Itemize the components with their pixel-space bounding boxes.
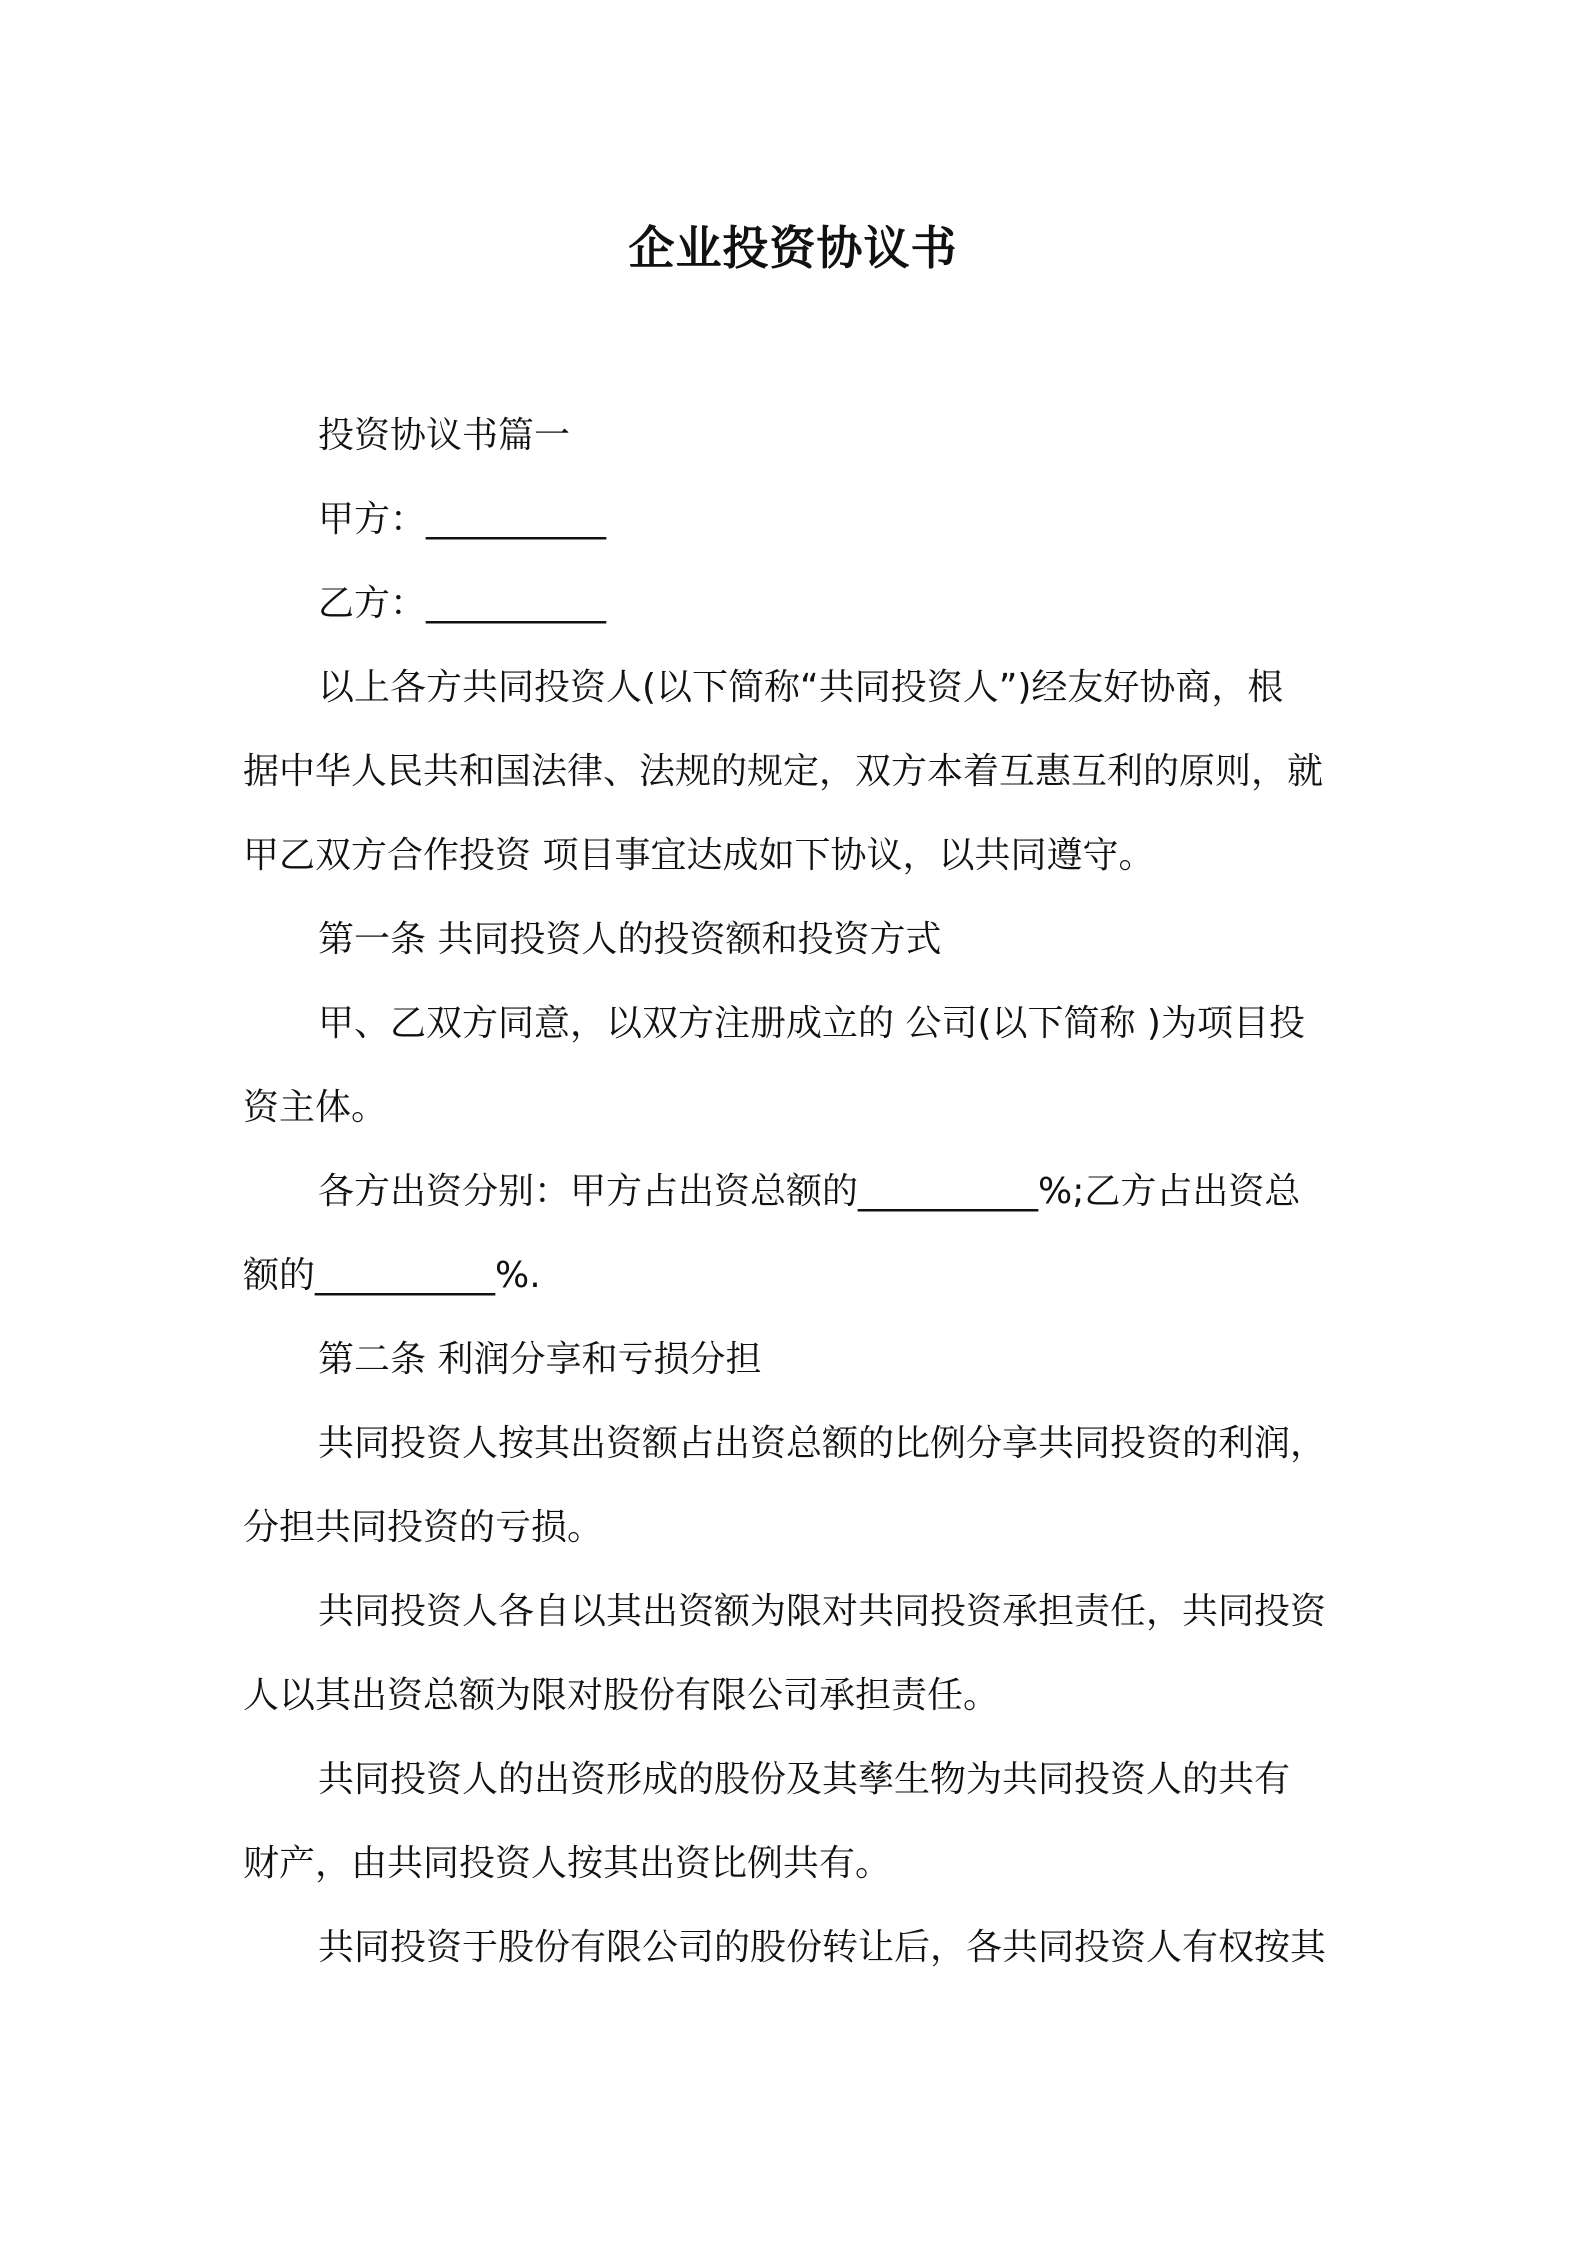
paragraph-line: 甲、乙双方同意，以双方注册成立的 公司(以下简称 )为项目投 xyxy=(318,1003,1305,1044)
paragraph-line: 以上各方共同投资人(以下简称“共同投资人”)经友好协商，根 xyxy=(318,667,1284,708)
paragraph-line: 共同投资人各自以其出资额为限对共同投资承担责任，共同投资 xyxy=(318,1591,1327,1632)
article-heading-2: 第二条 利润分享和亏损分担 xyxy=(318,1339,762,1380)
paragraph-line: 额的__________%. xyxy=(243,1255,541,1296)
section-heading-part-one: 投资协议书篇一 xyxy=(318,415,571,456)
party-a-line: 甲方：__________ xyxy=(318,499,607,540)
paragraph-line: 各方出资分别：甲方占出资总额的__________%;乙方占出资总 xyxy=(318,1171,1301,1212)
paragraph-line: 共同投资人按其出资额占出资总额的比例分享共同投资的利润， xyxy=(318,1423,1327,1464)
paragraph-line: 共同投资于股份有限公司的股份转让后，各共同投资人有权按其 xyxy=(318,1927,1327,1968)
paragraph-line: 据中华人民共和国法律、法规的规定，双方本着互惠互利的原则，就 xyxy=(243,751,1324,792)
paragraph-line: 分担共同投资的亏损。 xyxy=(243,1507,604,1548)
paragraph-line: 共同投资人的出资形成的股份及其孳生物为共同投资人的共有 xyxy=(318,1759,1291,1800)
paragraph-line: 人以其出资总额为限对股份有限公司承担责任。 xyxy=(243,1675,1000,1716)
article-heading-1: 第一条 共同投资人的投资额和投资方式 xyxy=(318,919,942,960)
party-b-line: 乙方：__________ xyxy=(318,583,607,624)
paragraph-line: 资主体。 xyxy=(243,1087,388,1128)
document-title: 企业投资协议书 xyxy=(628,221,958,275)
paragraph-line: 财产，由共同投资人按其出资比例共有。 xyxy=(243,1843,892,1884)
paragraph-line: 甲乙双方合作投资 项目事宜达成如下协议，以共同遵守。 xyxy=(243,835,1155,876)
